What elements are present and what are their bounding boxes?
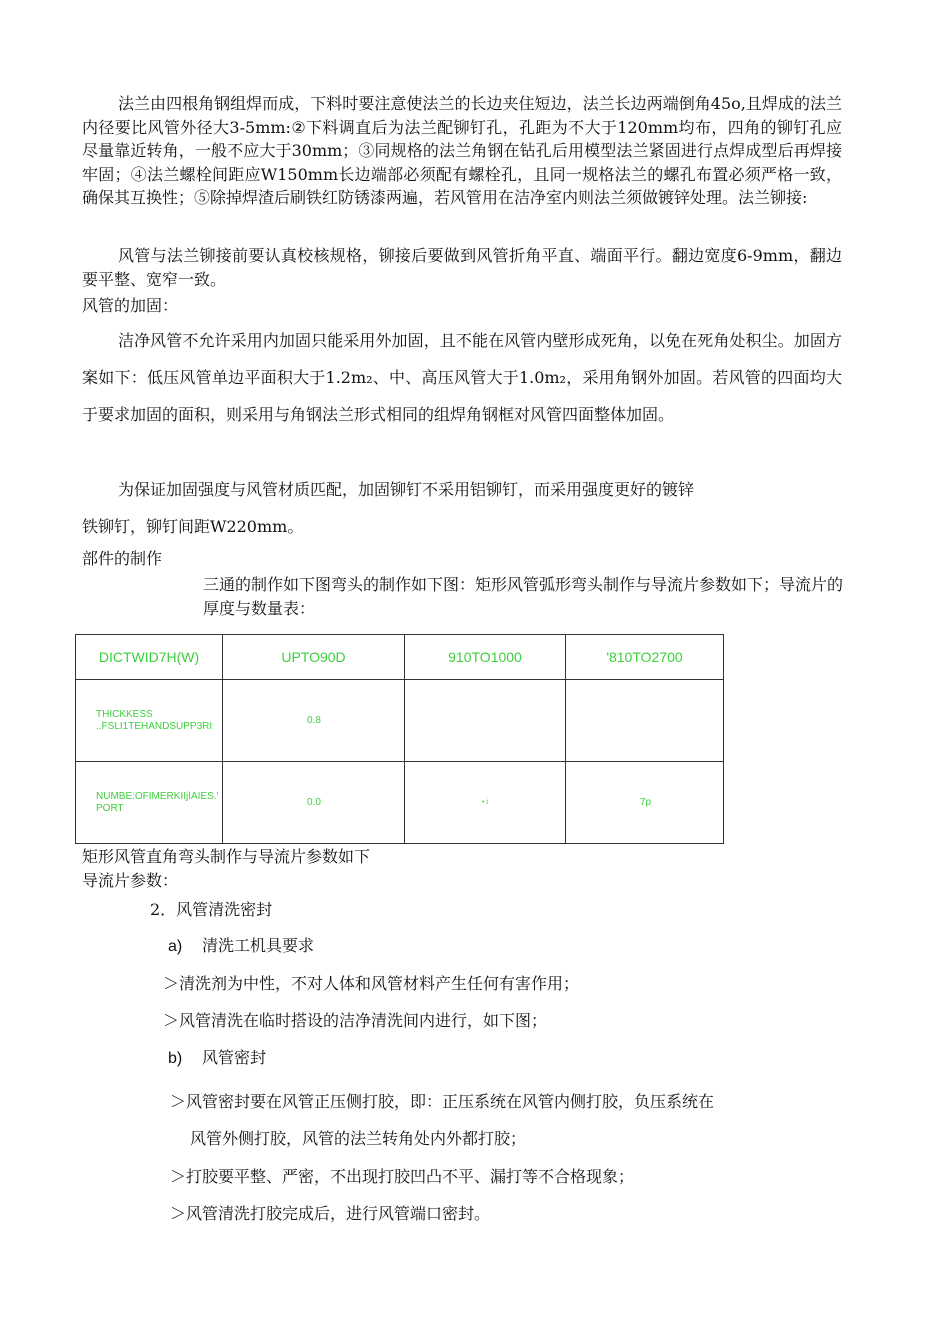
- rivet-line-1: 为保证加固强度与风管材质匹配，加固铆钉不采用铝铆钉，而采用强度更好的镀锌: [118, 480, 695, 499]
- after-table-line-1: 矩形风管直角弯头制作与导流片参数如下: [82, 847, 371, 866]
- list-item-continuation: 风管外侧打胶，风管的法兰转角处内外都打胶；: [190, 1129, 527, 1148]
- table-row: [76, 762, 724, 844]
- subsection-b-title: 风管密封: [202, 1048, 267, 1067]
- reinforce-paragraph: 洁净风管不允许采用内加固只能采用外加固，且不能在风管内壁形成死角，以免在死角处积尘。加固方案如下：低压风管单边平面积大于1.2m₂、中、高压风管大于1.0m₂，采用角钢外加固。若风管的四面均大于要求加固的面积，则采用与角钢法兰形式相同的组焊角钢框对风管四面整体加固。: [82, 331, 842, 424]
- table-cell: 0.0: [223, 762, 405, 844]
- vane-table: [75, 634, 724, 844]
- list-item: ＞风管清洗打胶完成后，进行风管端口密封。: [170, 1204, 491, 1223]
- list-item: ＞风管密封要在风管正压侧打胶，即：正压系统在风管内侧打胶，负压系统在: [170, 1092, 715, 1111]
- list-item: ＞风管清洗在临时搭设的洁净清洗间内进行，如下图；: [163, 1011, 548, 1030]
- reinforce-heading: 风管的加固：: [82, 296, 179, 315]
- table-row-label: NUMBE:OFIMERKIIjIAIES.' PORT: [76, 762, 223, 844]
- after-table-line-2: 导流片参数：: [82, 871, 179, 890]
- list-item: ＞打胶要平整、严密，不出现打胶凹凸不平、漏打等不合格现象；: [170, 1167, 635, 1186]
- table-cell: [405, 680, 566, 762]
- table-row-label: THICKKESS ..FSLI1TEHANDSUPP3RI: [76, 680, 223, 762]
- parts-heading: 部件的制作: [82, 549, 163, 568]
- table-cell: 0.8: [223, 680, 405, 762]
- section2-title: 2．风管清洗密封: [150, 900, 273, 919]
- rivet-line-2: 铁铆钉，铆钉间距W220mm。: [82, 517, 304, 536]
- table-header-cell: UPTO90D: [223, 635, 405, 680]
- subsection-b: [168, 1047, 266, 1070]
- subsection-a-label: a): [168, 938, 183, 955]
- subsection-b-label: b): [168, 1050, 183, 1067]
- flange-paragraph: 法兰由四根角钢组焊而成，下料时要注意使法兰的长边夹住短边，法兰长边两端倒角45o,且焊成的法兰内径要比风管外径大3-5mm:②下料调直后为法兰配铆钉孔，孔距为不大于120mm均布，四角的铆钉孔应尽量靠近转角，一般不应大于30mm；③同规格的法兰角钢在钻孔后用模型法兰紧固进行点焊成型后再焊接牢固；④法兰螺栓间距应W150mm长边端部必须配有螺栓孔，且同一规格法兰的螺孔布置必须严格一致，确保其互换性；⑤除掉焊渣后刷铁红防锈漆两遍，若风管用在洁净室内则法兰须做镀锌处理。法兰铆接:: [82, 94, 842, 207]
- table-header-cell: 910TO1000: [405, 635, 566, 680]
- table-cell: • i: [405, 762, 566, 844]
- list-item: ＞清洗剂为中性，不对人体和风管材料产生任何有害作用；: [163, 974, 580, 993]
- parts-paragraph: 三通的制作如下图弯头的制作如下图：矩形风管弧形弯头制作与导流片参数如下；导流片的厚度与数量表：: [203, 575, 844, 618]
- table-header-cell: DICTWID7H(W): [76, 635, 223, 680]
- subsection-a: [168, 935, 314, 958]
- table-cell: [566, 680, 724, 762]
- table-header-row: [76, 635, 724, 680]
- table-row: [76, 680, 724, 762]
- subsection-a-title: 清洗工机具要求: [202, 936, 315, 955]
- riveting-paragraph: 风管与法兰铆接前要认真校核规格，铆接后要做到风管折角平直、端面平行。翻边宽度6-9mm，翻边要平整、宽窄一致。: [82, 246, 842, 289]
- table-cell: 7p: [566, 762, 724, 844]
- table-header-cell: '810TO2700: [566, 635, 724, 680]
